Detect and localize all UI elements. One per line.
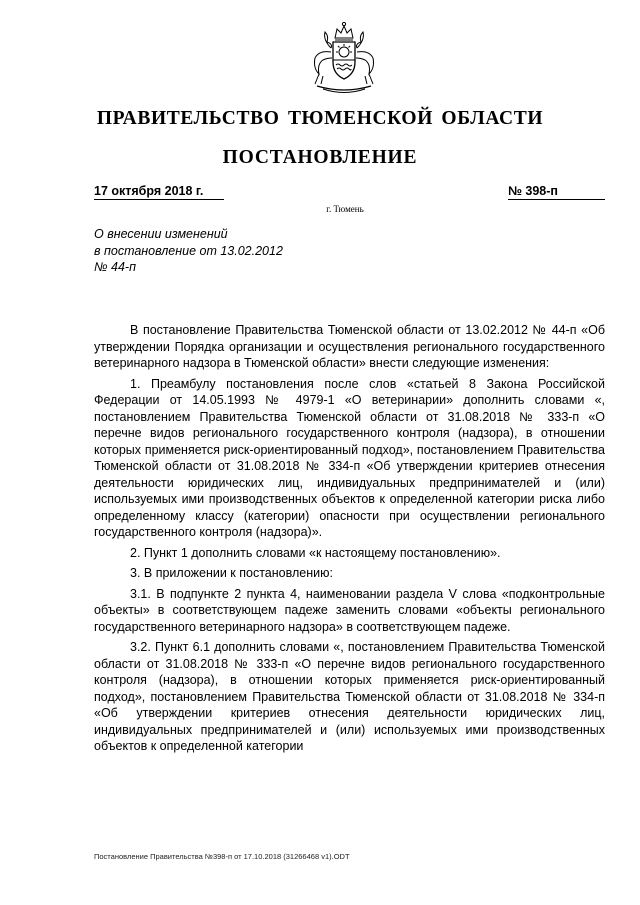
body-paragraph: В постановление Правительства Тюменской области от 13.02.2012 № 44-п «Об утверждении Порядка организации и осуществления регионального государственного ветеринарного надзора в Тюменской области» внести следующие изменения: — [94, 323, 605, 370]
body-paragraph: 2. Пункт 1 дополнить словами «к настоящему постановлению». — [130, 545, 501, 560]
document-type: ПОСТАНОВЛЕНИЕ — [222, 147, 418, 168]
document-body — [94, 322, 605, 755]
document-number: № 398-п — [508, 184, 605, 200]
document-subject — [94, 226, 283, 276]
document-city: г. Тюмень — [326, 204, 364, 214]
coat-of-arms-icon — [303, 18, 385, 98]
document-date: 17 октября 2018 г. — [94, 184, 224, 200]
document-footer: Постановление Правительства №398-п от 17.10.2018 (31266468 v1).ODT — [94, 852, 350, 861]
body-paragraph: 3.2. Пункт 6.1 дополнить словами «, постановлением Правительства Тюменской области от 31.08.2018 № 333-п «О перечне видов регионального государственного контроля (надзора), в отношении которых применяется риск-ориентированный подход», постановлением Правительства Тюменской области от 31.08.2018 № 334-п «Об утверждении критериев отнесения деятельности юридических лиц, индивидуальных предпринимателей и (или) используемых ими производственных объектов к определенной категории — [94, 640, 605, 753]
body-paragraph: 1. Преамбулу постановления после слов «статьей 8 Закона Российской Федерации от 14.05.1993 № 4979-1 «О ветеринарии» дополнить словами «, постановлением Правительства Тюменской области от 31.08.2018 № 333-п «О перечне видов регионального государственного контроля (надзора), в отношении которых применяется риск-ориентированный подход», постановлением Правительства Тюменской области от 31.08.2018 № 334-п «Об утверждении критериев отнесения деятельности юридических лиц, индивидуальных предпринимателей и (или) используемых ими производственных объектов к определенной категории риска либо определенному классу (категории) опасности при осуществлении регионального государственного контроля (надзора)». — [94, 376, 605, 539]
body-paragraph: 3.1. В подпункте 2 пункта 4, наименовании раздела V слова «подконтрольные объекты» в соответствующем падеже заменить словами «объекты регионального государственного ветеринарного надзора» в соответствующем падеже. — [94, 586, 605, 634]
subject-line: в постановление от 13.02.2012 — [94, 243, 283, 258]
body-paragraph: 3. В приложении к постановлению: — [130, 566, 333, 580]
subject-line: № 44-п — [94, 260, 136, 274]
government-title: ПРАВИТЕЛЬСТВО ТЮМЕНСКОЙ ОБЛАСТИ — [96, 108, 544, 129]
subject-line: О внесении изменений — [94, 227, 228, 241]
